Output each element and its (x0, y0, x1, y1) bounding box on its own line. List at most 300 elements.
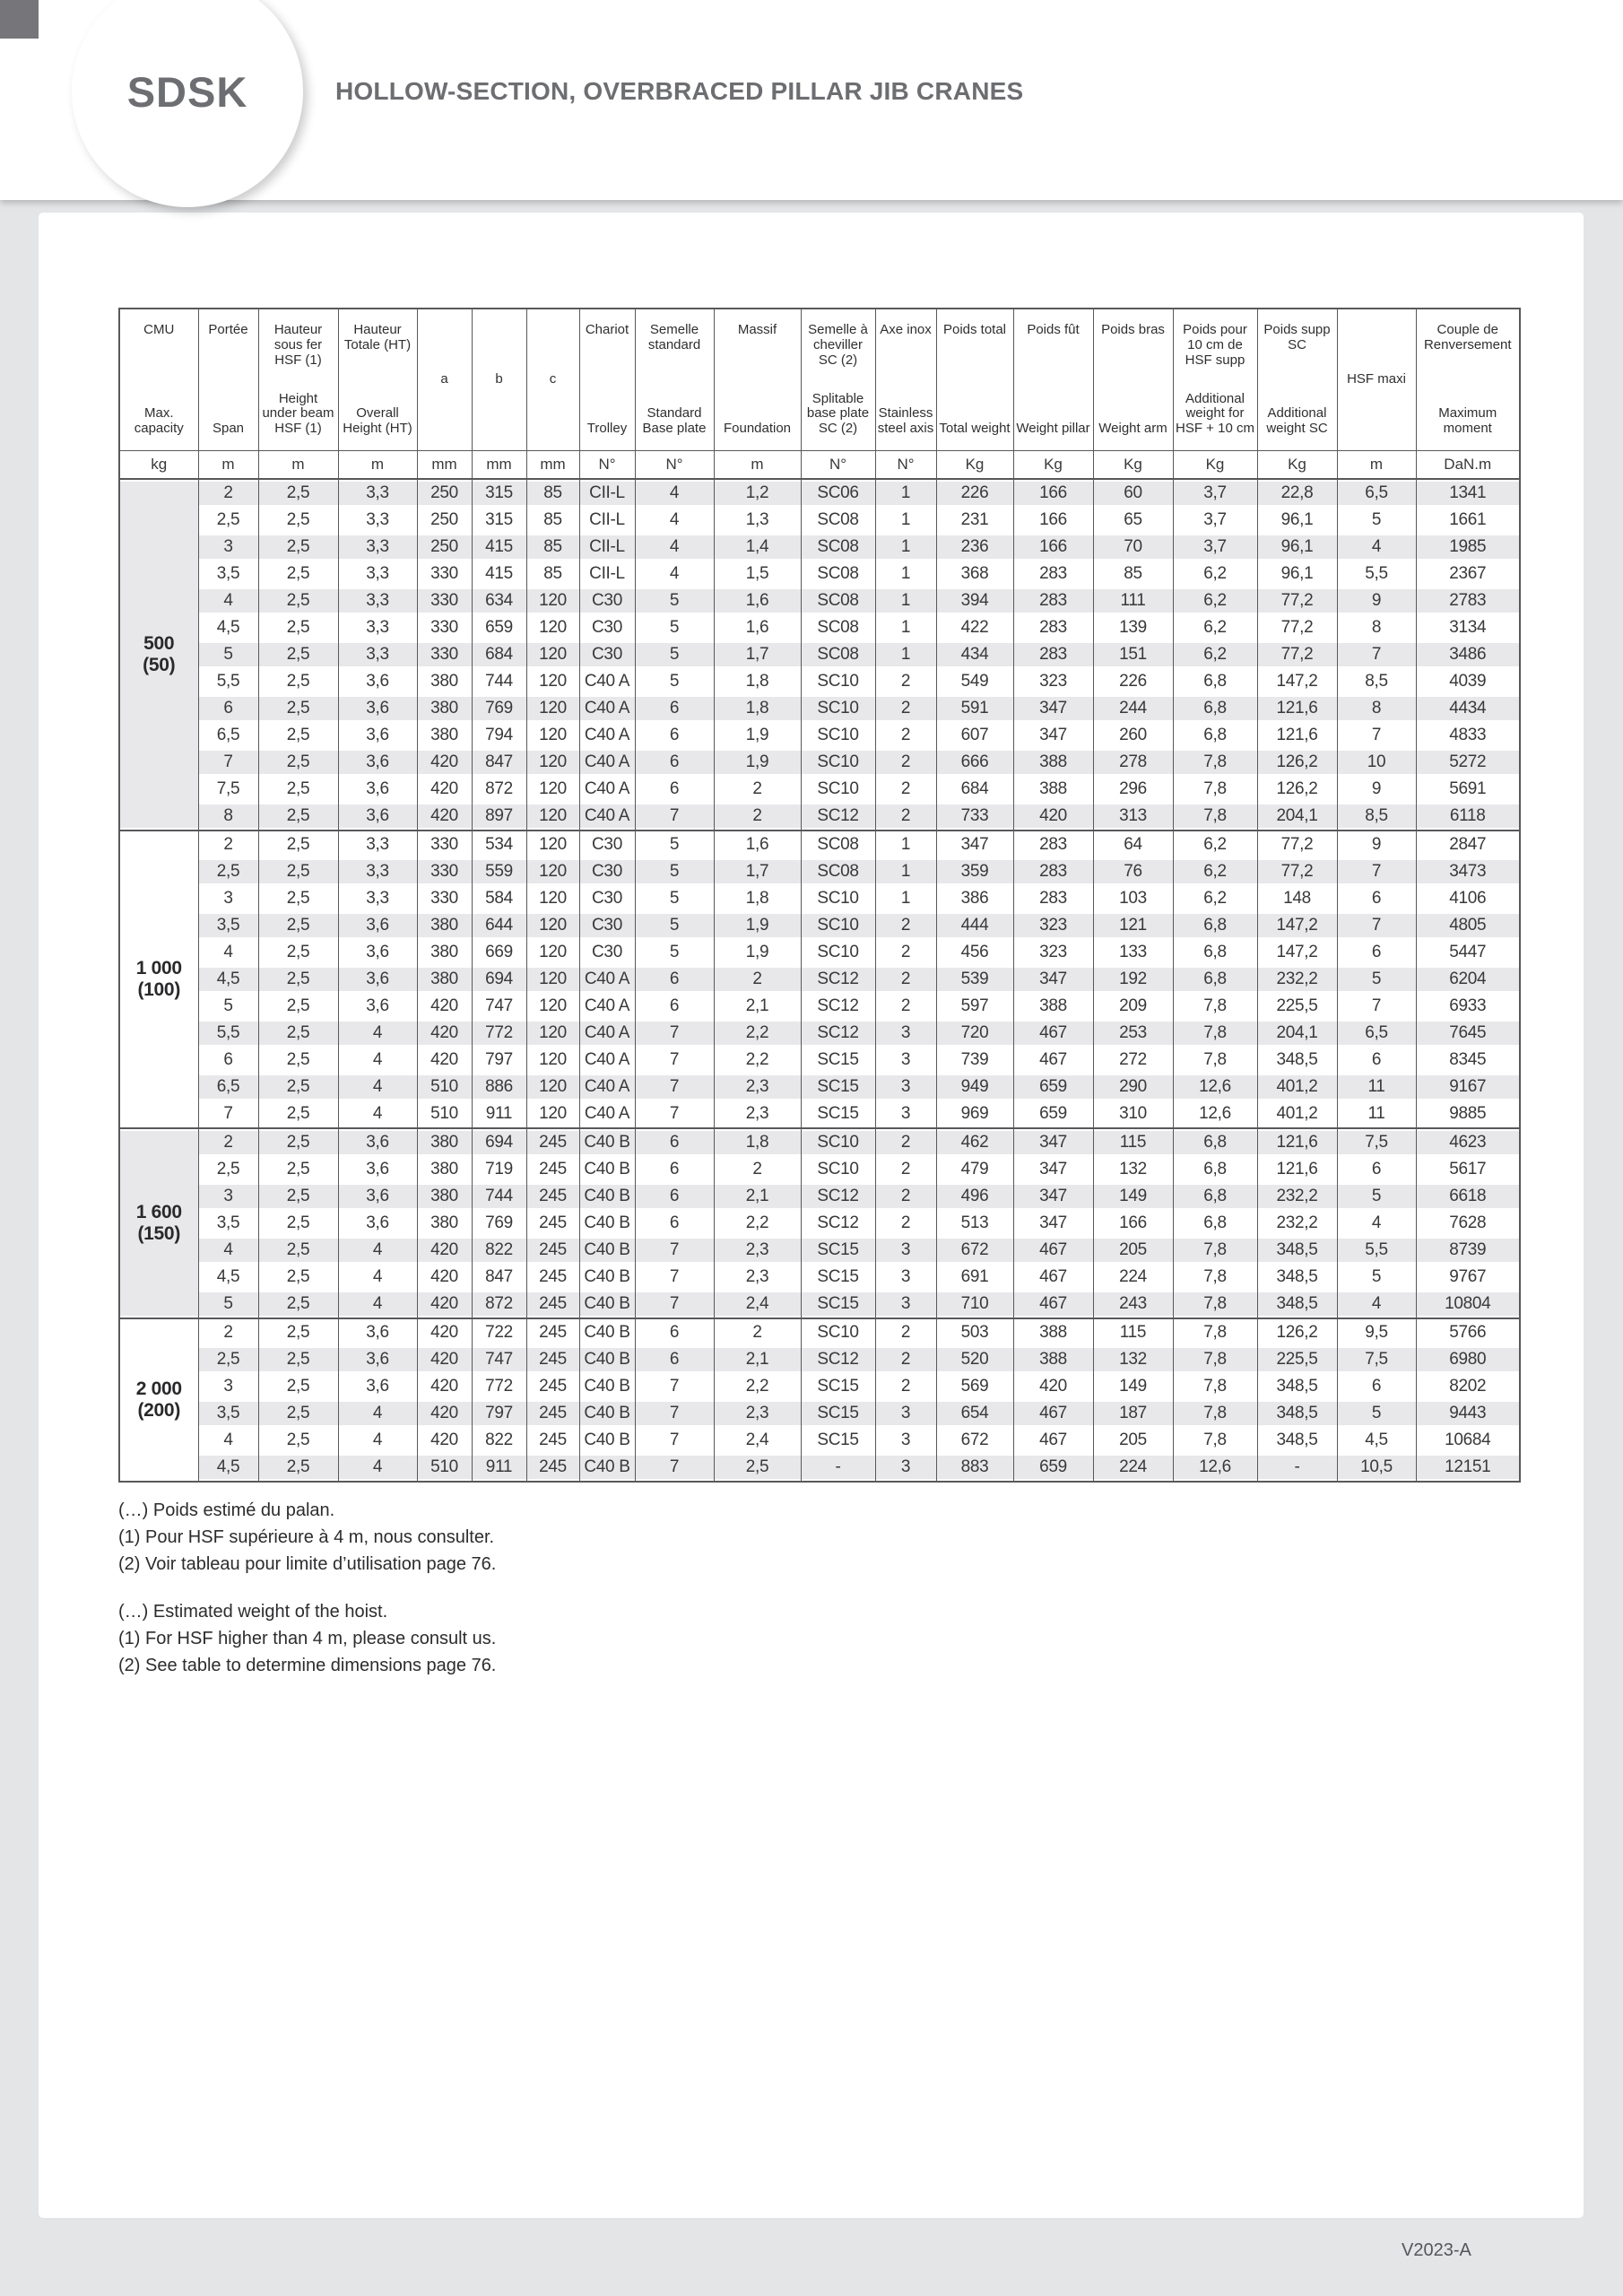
table-cell: 120 (526, 831, 579, 858)
table-cell: 348,5 (1257, 1264, 1337, 1291)
table-cell: 22,8 (1257, 479, 1337, 507)
table-cell: 380 (417, 966, 472, 993)
table-cell: 7 (1337, 722, 1416, 749)
table-cell: 2,2 (714, 1020, 801, 1047)
table-cell: 313 (1093, 803, 1173, 831)
table-cell: 1,9 (714, 912, 801, 939)
table-cell: 166 (1013, 507, 1093, 534)
table-cell: SC08 (801, 641, 875, 668)
table-cell: C30 (579, 831, 635, 858)
table-cell: 401,2 (1257, 1074, 1337, 1100)
column-unit: m (198, 451, 258, 480)
table-cell: 5,5 (1337, 561, 1416, 587)
specs-table (118, 308, 1521, 1483)
table-cell: 245 (526, 1318, 579, 1346)
table-cell: SC10 (801, 776, 875, 803)
table-cell: 2 (875, 912, 936, 939)
column-label-fr: Semelle à cheviller SC (2) (808, 322, 868, 368)
table-cell: 2 (198, 1128, 258, 1156)
table-cell: 2 (714, 803, 801, 831)
footnote-line-en: (1) For HSF higher than 4 m, please consult us. (118, 1629, 497, 1648)
table-cell: C40 B (579, 1128, 635, 1156)
column-header (714, 309, 801, 451)
table-cell: 272 (1093, 1047, 1173, 1074)
table-cell: 597 (936, 993, 1013, 1020)
table-cell: SC12 (801, 1346, 875, 1373)
column-unit: Kg (1173, 451, 1257, 480)
column-label-fr: HSF maxi (1347, 371, 1406, 387)
table-cell: 12151 (1416, 1454, 1520, 1482)
table-cell: 2,5 (714, 1454, 801, 1482)
table-cell: 769 (472, 1210, 526, 1237)
table-row (119, 885, 1520, 912)
table-cell: 4 (198, 939, 258, 966)
table-cell: 6 (635, 1318, 714, 1346)
table-cell: 772 (472, 1373, 526, 1400)
table-cell: 85 (1093, 561, 1173, 587)
table-cell: 2,5 (258, 1346, 338, 1373)
column-label-en: Span (212, 421, 245, 437)
table-cell: 4 (1337, 1291, 1416, 1318)
column-unit: Kg (1093, 451, 1173, 480)
table-cell: 6,2 (1173, 614, 1257, 641)
table-cell: 7 (635, 1020, 714, 1047)
table-cell: 719 (472, 1156, 526, 1183)
table-cell: SC06 (801, 479, 875, 507)
table-cell: 6,8 (1173, 695, 1257, 722)
table-cell: 2,5 (258, 1047, 338, 1074)
table-cell: CII-L (579, 561, 635, 587)
table-row (119, 776, 1520, 803)
table-cell: 126,2 (1257, 776, 1337, 803)
table-cell: 77,2 (1257, 858, 1337, 885)
table-row (119, 939, 1520, 966)
table-cell: 6 (1337, 939, 1416, 966)
table-cell: 510 (417, 1100, 472, 1128)
table-cell: 7 (1337, 641, 1416, 668)
column-label-en: Weight arm (1098, 421, 1167, 437)
table-cell: 4 (635, 561, 714, 587)
table-cell: SC15 (801, 1427, 875, 1454)
table-cell: 250 (417, 534, 472, 561)
table-cell: 5691 (1416, 776, 1520, 803)
table-cell: 3,7 (1173, 507, 1257, 534)
table-cell: 7,8 (1173, 1318, 1257, 1346)
column-header (579, 309, 635, 451)
table-cell: 539 (936, 966, 1013, 993)
column-header (417, 309, 472, 451)
table-cell: 4,5 (198, 614, 258, 641)
table-cell: 3 (875, 1047, 936, 1074)
column-unit: mm (472, 451, 526, 480)
table-cell: 7,8 (1173, 1237, 1257, 1264)
table-cell: 666 (936, 749, 1013, 776)
table-cell: 3,6 (338, 912, 417, 939)
table-cell: 659 (1013, 1454, 1093, 1482)
table-cell: 7 (635, 1291, 714, 1318)
table-cell: 2,4 (714, 1291, 801, 1318)
column-label-fr: CMU (143, 322, 175, 337)
table-cell: 510 (417, 1454, 472, 1482)
table-cell: 8,5 (1337, 803, 1416, 831)
table-cell: 205 (1093, 1237, 1173, 1264)
table-cell: 769 (472, 695, 526, 722)
column-label-en: Max. capacity (134, 405, 184, 437)
table-cell: 1 (875, 641, 936, 668)
table-row (119, 668, 1520, 695)
table-cell: 8,5 (1337, 668, 1416, 695)
table-cell: SC15 (801, 1264, 875, 1291)
table-cell: 420 (417, 1427, 472, 1454)
column-label-fr: Semelle standard (647, 322, 701, 352)
table-cell: - (1257, 1454, 1337, 1482)
table-cell: 1,9 (714, 749, 801, 776)
table-cell: C40 A (579, 668, 635, 695)
table-cell: 2,5 (198, 507, 258, 534)
table-cell: 120 (526, 695, 579, 722)
table-row (119, 695, 1520, 722)
table-cell: 7 (635, 1427, 714, 1454)
table-cell: 797 (472, 1400, 526, 1427)
table-cell: 2 (875, 749, 936, 776)
table-cell: 3 (875, 1264, 936, 1291)
table-cell: 3,6 (338, 695, 417, 722)
column-header (1257, 309, 1337, 451)
table-cell: 166 (1013, 534, 1093, 561)
table-cell: 4,5 (198, 1264, 258, 1291)
column-unit: DaN.m (1416, 451, 1520, 480)
table-cell: 132 (1093, 1346, 1173, 1373)
table-cell: 2,1 (714, 1346, 801, 1373)
capacity-group-label: 1 600 (150) (119, 1128, 198, 1318)
table-cell: 7,8 (1173, 1047, 1257, 1074)
table-cell: 1,7 (714, 858, 801, 885)
footnote-line-fr: (1) Pour HSF supérieure à 4 m, nous consulter. (118, 1527, 495, 1547)
table-cell: C30 (579, 614, 635, 641)
column-header (198, 309, 258, 451)
table-cell: SC10 (801, 912, 875, 939)
table-cell: 2 (198, 831, 258, 858)
table-cell: 9167 (1416, 1074, 1520, 1100)
capacity-group-label: 500 (50) (119, 479, 198, 831)
column-unit: m (714, 451, 801, 480)
table-cell: 85 (526, 561, 579, 587)
table-cell: SC08 (801, 507, 875, 534)
table-cell: 7 (1337, 858, 1416, 885)
table-row (119, 1074, 1520, 1100)
table-cell: 6 (635, 1210, 714, 1237)
table-cell: 7,8 (1173, 1373, 1257, 1400)
table-cell: 4 (338, 1291, 417, 1318)
table-cell: 2,5 (258, 776, 338, 803)
table-cell: 420 (417, 1291, 472, 1318)
table-cell: 5 (198, 641, 258, 668)
table-cell: 2 (875, 722, 936, 749)
table-cell: 120 (526, 803, 579, 831)
table-cell: 5766 (1416, 1318, 1520, 1346)
table-cell: 5 (635, 587, 714, 614)
table-cell: 245 (526, 1400, 579, 1427)
table-cell: 3,6 (338, 1373, 417, 1400)
table-cell: 7 (635, 1400, 714, 1427)
table-cell: 64 (1093, 831, 1173, 858)
table-cell: 2 (875, 993, 936, 1020)
table-cell: 7,8 (1173, 1427, 1257, 1454)
table-cell: 380 (417, 668, 472, 695)
table-cell: 467 (1013, 1291, 1093, 1318)
table-cell: CII-L (579, 479, 635, 507)
table-cell: 12,6 (1173, 1454, 1257, 1482)
table-row (119, 912, 1520, 939)
specs-table-body (119, 479, 1520, 1482)
table-cell: SC08 (801, 561, 875, 587)
table-cell: 388 (1013, 1346, 1093, 1373)
table-cell: 6,8 (1173, 722, 1257, 749)
table-cell: 224 (1093, 1264, 1173, 1291)
table-cell: 65 (1093, 507, 1173, 534)
column-label-fr: Poids supp SC (1263, 322, 1331, 352)
table-cell: 747 (472, 993, 526, 1020)
table-cell: 77,2 (1257, 614, 1337, 641)
table-cell: 347 (1013, 1210, 1093, 1237)
table-cell: 659 (1013, 1100, 1093, 1128)
table-cell: 7 (635, 1100, 714, 1128)
table-cell: SC12 (801, 803, 875, 831)
table-cell: 2,5 (258, 641, 338, 668)
corner-accent-square (0, 0, 39, 39)
page-title: HOLLOW-SECTION, OVERBRACED PILLAR JIB CRANES (335, 77, 1024, 105)
table-cell: 6 (1337, 885, 1416, 912)
table-cell: 278 (1093, 749, 1173, 776)
table-row (119, 1128, 1520, 1156)
table-cell: 283 (1013, 885, 1093, 912)
table-cell: 120 (526, 885, 579, 912)
table-cell: 883 (936, 1454, 1013, 1482)
logo-text: SDSK (126, 67, 248, 116)
table-cell: 1 (875, 858, 936, 885)
table-cell: 6 (635, 1156, 714, 1183)
table-cell: 2,5 (258, 1128, 338, 1156)
table-cell: C30 (579, 912, 635, 939)
column-unit: Kg (936, 451, 1013, 480)
table-cell: 7 (635, 1454, 714, 1482)
table-cell: 4833 (1416, 722, 1520, 749)
column-header (1337, 309, 1416, 451)
table-cell: 3,6 (338, 1128, 417, 1156)
table-cell: 225,5 (1257, 993, 1337, 1020)
table-cell: 6204 (1416, 966, 1520, 993)
table-cell: 2,5 (258, 885, 338, 912)
table-cell: 659 (472, 614, 526, 641)
table-cell: 226 (936, 479, 1013, 507)
table-cell: 911 (472, 1454, 526, 1482)
table-cell: 3 (198, 534, 258, 561)
table-cell: 231 (936, 507, 1013, 534)
table-cell: C40 B (579, 1264, 635, 1291)
table-row (119, 1020, 1520, 1047)
table-cell: 5 (1337, 966, 1416, 993)
table-cell: 2,5 (258, 749, 338, 776)
table-cell: 503 (936, 1318, 1013, 1346)
column-label-en: Weight pillar (1016, 421, 1090, 437)
table-cell: 2367 (1416, 561, 1520, 587)
table-cell: 744 (472, 1183, 526, 1210)
table-row (119, 1237, 1520, 1264)
table-cell: 250 (417, 507, 472, 534)
table-cell: 245 (526, 1264, 579, 1291)
table-cell: 401,2 (1257, 1100, 1337, 1128)
table-cell: 296 (1093, 776, 1173, 803)
table-cell: 420 (417, 1400, 472, 1427)
table-cell: 3,3 (338, 641, 417, 668)
table-cell: C40 B (579, 1373, 635, 1400)
table-cell: 245 (526, 1291, 579, 1318)
table-cell: 96,1 (1257, 534, 1337, 561)
table-cell: 96,1 (1257, 507, 1337, 534)
table-cell: 126,2 (1257, 1318, 1337, 1346)
table-cell: 204,1 (1257, 1020, 1337, 1047)
column-unit: m (338, 451, 417, 480)
table-row (119, 803, 1520, 831)
table-cell: 444 (936, 912, 1013, 939)
table-cell: 3,3 (338, 507, 417, 534)
table-cell: 120 (526, 614, 579, 641)
table-cell: 694 (472, 1128, 526, 1156)
table-cell: 420 (417, 749, 472, 776)
table-cell: 244 (1093, 695, 1173, 722)
table-cell: 120 (526, 1020, 579, 1047)
column-label-en: Splitable base plate SC (2) (806, 390, 870, 437)
table-cell: SC15 (801, 1074, 875, 1100)
table-cell: 710 (936, 1291, 1013, 1318)
table-cell: 7,8 (1173, 803, 1257, 831)
column-unit: m (258, 451, 338, 480)
table-cell: 121 (1093, 912, 1173, 939)
table-cell: 121,6 (1257, 1128, 1337, 1156)
table-cell: 7,5 (1337, 1346, 1416, 1373)
table-cell: 467 (1013, 1400, 1093, 1427)
column-header (1093, 309, 1173, 451)
column-header (338, 309, 417, 451)
table-cell: 2,5 (198, 1156, 258, 1183)
table-cell: 2,3 (714, 1400, 801, 1427)
table-cell: 380 (417, 722, 472, 749)
table-cell: 11 (1337, 1100, 1416, 1128)
table-row (119, 641, 1520, 668)
table-cell: 283 (1013, 831, 1093, 858)
footnote-line-fr: (2) Voir tableau pour limite d’utilisation page 76. (118, 1554, 497, 1574)
table-cell: 6 (635, 993, 714, 1020)
table-cell: 115 (1093, 1318, 1173, 1346)
table-cell: C40 B (579, 1237, 635, 1264)
table-cell: 120 (526, 1047, 579, 1074)
table-cell: 3 (875, 1454, 936, 1482)
table-cell: 10,5 (1337, 1454, 1416, 1482)
table-row (119, 1346, 1520, 1373)
table-cell: 6,8 (1173, 912, 1257, 939)
table-cell: 772 (472, 1020, 526, 1047)
table-cell: 209 (1093, 993, 1173, 1020)
table-cell: 4106 (1416, 885, 1520, 912)
table-cell: 4 (198, 587, 258, 614)
table-cell: 7 (198, 749, 258, 776)
table-cell: C40 A (579, 1047, 635, 1074)
table-cell: 8202 (1416, 1373, 1520, 1400)
table-cell: 2,5 (258, 1183, 338, 1210)
table-cell: 386 (936, 885, 1013, 912)
footnotes-english (118, 1603, 496, 1675)
table-cell: 5617 (1416, 1156, 1520, 1183)
footnote-line-fr: (…) Poids estimé du palan. (118, 1500, 335, 1520)
table-cell: 6,8 (1173, 939, 1257, 966)
table-cell: 6,2 (1173, 587, 1257, 614)
table-cell: 822 (472, 1237, 526, 1264)
table-cell: 245 (526, 1346, 579, 1373)
table-cell: 691 (936, 1264, 1013, 1291)
table-cell: SC10 (801, 695, 875, 722)
table-cell: 8 (1337, 695, 1416, 722)
table-cell: C40 A (579, 722, 635, 749)
table-cell: 315 (472, 507, 526, 534)
table-cell: 260 (1093, 722, 1173, 749)
table-cell: 4 (338, 1264, 417, 1291)
table-cell: 510 (417, 1074, 472, 1100)
table-cell: SC15 (801, 1373, 875, 1400)
table-cell: 2 (875, 1346, 936, 1373)
table-cell: 2,5 (258, 1156, 338, 1183)
table-cell: 2 (875, 1210, 936, 1237)
table-cell: 6618 (1416, 1183, 1520, 1210)
table-cell: 3 (875, 1020, 936, 1047)
table-cell: 1,3 (714, 507, 801, 534)
table-cell: 2,5 (258, 993, 338, 1020)
table-cell: C30 (579, 858, 635, 885)
table-cell: 232,2 (1257, 1183, 1337, 1210)
column-label-fr: Poids fût (1027, 322, 1080, 337)
table-cell: 3 (875, 1237, 936, 1264)
table-cell: C30 (579, 939, 635, 966)
table-cell: 330 (417, 858, 472, 885)
table-cell: 4 (1337, 534, 1416, 561)
column-header (472, 309, 526, 451)
table-cell: 3,6 (338, 749, 417, 776)
table-cell: 126,2 (1257, 749, 1337, 776)
table-cell: C40 A (579, 1100, 635, 1128)
table-cell: 420 (417, 1047, 472, 1074)
table-cell: 253 (1093, 1020, 1173, 1047)
table-cell: SC10 (801, 1318, 875, 1346)
table-cell: 348,5 (1257, 1291, 1337, 1318)
table-cell: 245 (526, 1237, 579, 1264)
table-cell: C40 B (579, 1400, 635, 1427)
footnotes-french (118, 1501, 496, 1574)
table-row (119, 993, 1520, 1020)
table-cell: 467 (1013, 1047, 1093, 1074)
column-label-fr: Couple de Renversement (1423, 322, 1512, 352)
table-cell: 7,5 (198, 776, 258, 803)
table-cell: 147,2 (1257, 912, 1337, 939)
table-cell: 3,6 (338, 776, 417, 803)
table-cell: 2,3 (714, 1237, 801, 1264)
table-cell: 232,2 (1257, 1210, 1337, 1237)
table-cell: 513 (936, 1210, 1013, 1237)
table-cell: 6 (635, 749, 714, 776)
table-cell: 3473 (1416, 858, 1520, 885)
table-cell: 5 (635, 939, 714, 966)
table-cell: 120 (526, 858, 579, 885)
table-cell: 4805 (1416, 912, 1520, 939)
table-cell: 415 (472, 534, 526, 561)
